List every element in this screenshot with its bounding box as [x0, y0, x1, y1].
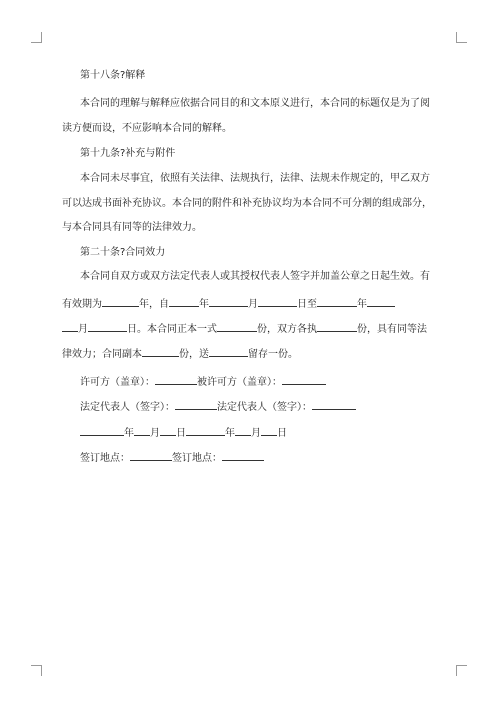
month-field[interactable]: [235, 425, 251, 436]
signing-place-field-1[interactable]: [130, 450, 172, 461]
blank-field[interactable]: [209, 296, 248, 307]
blank-field[interactable]: [317, 321, 357, 332]
licensee-seal-field[interactable]: [282, 374, 326, 385]
day-field[interactable]: [261, 425, 277, 436]
blank-field[interactable]: [217, 321, 257, 332]
representative-field-2[interactable]: [312, 399, 356, 410]
year-field[interactable]: [186, 425, 225, 436]
paragraph-line: 读方便而设，不应影响本合同的解释。: [62, 123, 232, 134]
representative-line: [0, 399, 500, 415]
representative-field-1[interactable]: [175, 399, 217, 410]
signing-place-label-1: 签订地点：: [80, 453, 130, 464]
blank-field[interactable]: [258, 296, 297, 307]
blank-field[interactable]: [209, 346, 248, 357]
blank-field[interactable]: [169, 296, 199, 307]
signing-place-field-2[interactable]: [222, 450, 264, 461]
blank-field[interactable]: [142, 346, 179, 357]
paragraph-line: 与本合同具有同等的法律效力。: [62, 222, 202, 233]
article-18-heading: 第十八条?解释: [80, 70, 146, 81]
crop-mark-top-right: [456, 32, 467, 43]
seal-line: [0, 374, 500, 390]
signing-place-line: [0, 450, 500, 466]
signing-place-label-2: 签订地点：: [172, 453, 222, 464]
licensor-seal-label: 许可方（盖章）：: [80, 377, 155, 388]
blank-field[interactable]: [367, 296, 395, 307]
blank-field[interactable]: [317, 296, 357, 307]
paragraph-line: 可以达成书面补充协议。本合同的附件和补充协议均为本合同不可分割的组成部分，: [62, 198, 432, 209]
year-field[interactable]: [80, 425, 124, 436]
representative-label-2: 法定代表人（签字）：: [217, 402, 312, 413]
paragraph-line: 本合同自双方或双方法定代表人或其授权代表人签字并加盖公章之日起生效。有: [80, 271, 430, 282]
licensor-seal-field[interactable]: [155, 374, 197, 385]
day-field[interactable]: [160, 425, 176, 436]
paragraph-line: 本合同的理解与解释应依据合同目的和文本原义进行，本合同的标题仅是为了阅: [80, 98, 430, 109]
representative-label-1: 法定代表人（签字）：: [80, 402, 175, 413]
crop-mark-bottom-left: [31, 665, 42, 676]
validity-line-1: 有效期为 年，自 年 月 日至 年: [0, 296, 500, 312]
month-field[interactable]: [134, 425, 150, 436]
article-20-heading: 第二十条?合同效力: [80, 247, 166, 258]
blank-field[interactable]: [88, 321, 127, 332]
blank-field[interactable]: [62, 321, 78, 332]
date-line: 年 月 日 年 月 日: [0, 425, 500, 441]
blank-field[interactable]: [102, 296, 139, 307]
article-19-heading: 第十九条?补充与附件: [80, 148, 176, 159]
crop-mark-bottom-right: [456, 665, 467, 676]
licensee-seal-label: 被许可方（盖章）：: [197, 377, 282, 388]
paragraph-line: 本合同未尽事宜，依照有关法律、法规执行，法律、法规未作规定的，甲乙双方: [80, 173, 430, 184]
crop-mark-top-left: [31, 32, 42, 43]
validity-line-3: 律效力；合同副本 份，送 留存一份。: [0, 346, 500, 362]
validity-line-2: 月 日。本合同正本一式 份，双方各执 份，具有同等法: [0, 321, 500, 337]
